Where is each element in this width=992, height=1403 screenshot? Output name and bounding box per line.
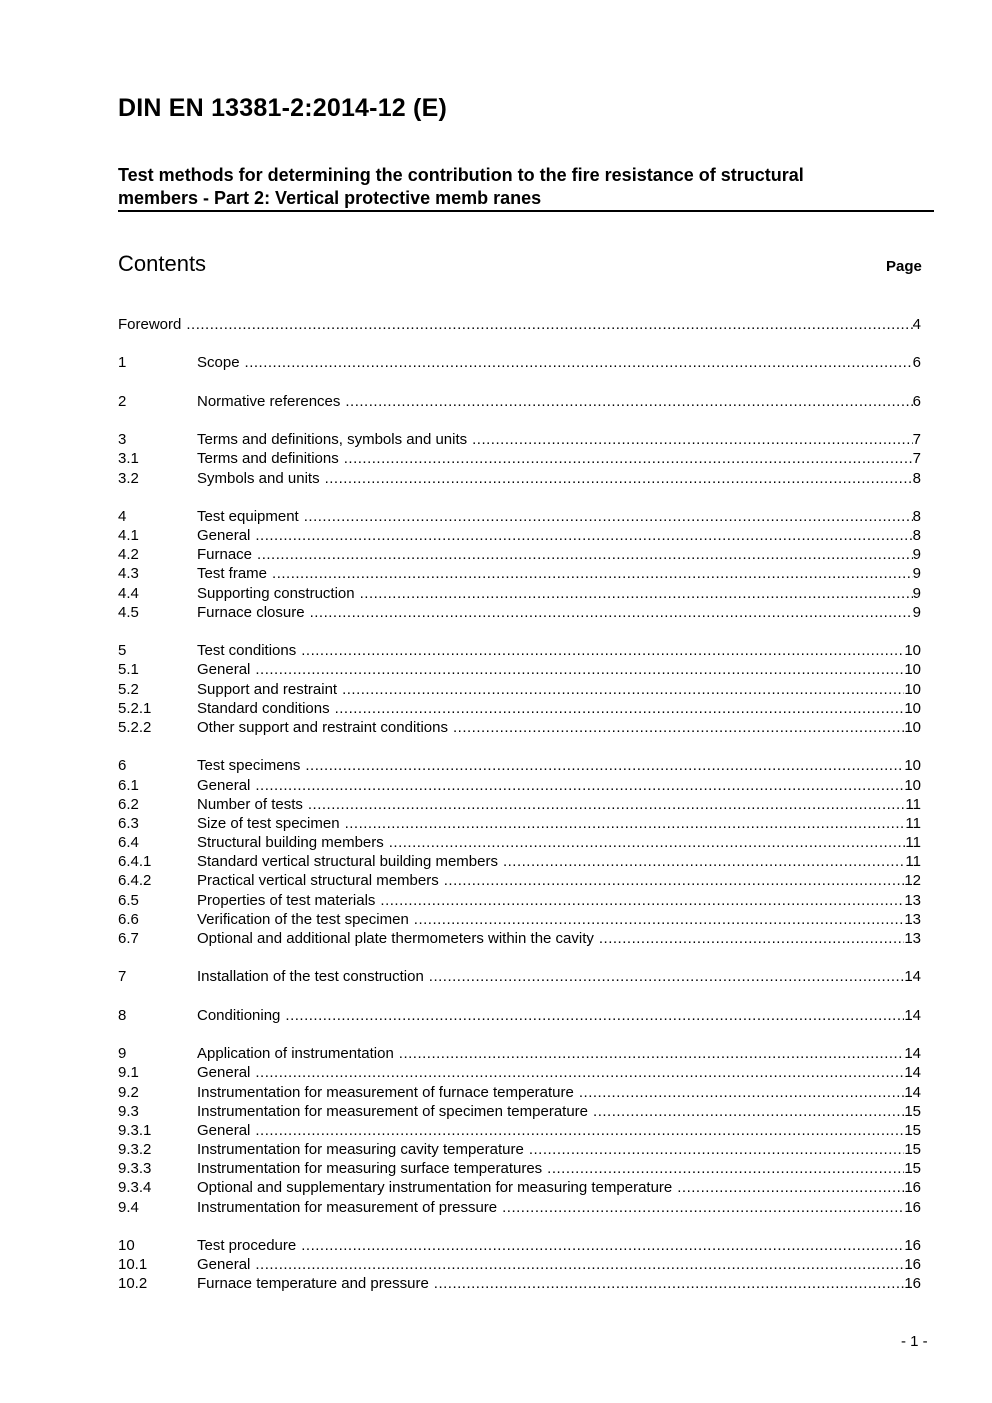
toc-group xyxy=(118,1044,921,1217)
toc-dot-leader xyxy=(444,871,905,890)
toc-dot-leader xyxy=(255,1255,904,1274)
toc-entry-number: 6.3 xyxy=(118,814,139,832)
toc-entry-number: 9.3.3 xyxy=(118,1160,152,1178)
toc-entry[interactable] xyxy=(118,660,921,679)
title-rule xyxy=(118,210,934,212)
toc-entry-number: 5.2.2 xyxy=(118,718,152,736)
toc-dot-leader xyxy=(429,967,905,986)
toc-dot-leader xyxy=(255,1063,904,1082)
toc-entry[interactable] xyxy=(118,545,921,564)
toc-entry-number: 4.4 xyxy=(118,584,139,602)
toc-entry-title: Test frame xyxy=(197,565,268,583)
toc-entry-title: Test specimens xyxy=(197,757,301,775)
toc-entry[interactable] xyxy=(118,1255,921,1274)
toc-entry-number: 6.6 xyxy=(118,910,139,928)
toc-dot-leader xyxy=(547,1159,904,1178)
toc-entry-number: 6.2 xyxy=(118,795,139,813)
toc-entry-page: 14 xyxy=(904,1006,921,1024)
toc-entry-page: 10 xyxy=(904,680,921,698)
toc-entry-title: Verification of the test specimen xyxy=(197,910,409,928)
toc-entry-number: 9.3 xyxy=(118,1102,139,1120)
toc-dot-leader xyxy=(380,891,904,910)
toc-entry-page: 10 xyxy=(904,757,921,775)
toc-dot-leader xyxy=(399,1044,905,1063)
toc-entry-title: Instrumentation for measurement of furnace temperature xyxy=(197,1083,574,1101)
toc-entry-title: Installation of the test construction xyxy=(197,968,424,986)
toc-dot-leader xyxy=(285,1006,904,1025)
toc-entry[interactable] xyxy=(118,1121,921,1140)
toc-entry-title: Other support and restraint conditions xyxy=(197,718,448,736)
toc-entry-title: Symbols and units xyxy=(197,469,320,487)
toc-entry-page: 14 xyxy=(904,968,921,986)
toc-entry-page: 9 xyxy=(912,584,921,602)
toc-entry-page: 16 xyxy=(904,1275,921,1293)
toc-entry-title: Instrumentation for measurement of pressure xyxy=(197,1198,498,1216)
document-id: DIN EN 13381-2:2014-12 (E) xyxy=(118,94,447,122)
toc-entry-number: 4.3 xyxy=(118,565,139,583)
toc-entry-title: Properties of test materials xyxy=(197,891,376,909)
toc-entry[interactable] xyxy=(118,526,921,545)
page-number: - 1 - xyxy=(901,1333,928,1350)
toc-group xyxy=(118,507,921,622)
toc-entry-title: General xyxy=(197,776,251,794)
toc-entry-page: 10 xyxy=(904,642,921,660)
toc-entry-page: 10 xyxy=(904,776,921,794)
toc-entry[interactable] xyxy=(118,929,921,948)
toc-entry-title: Terms and definitions, symbols and units xyxy=(197,431,468,449)
toc-entry[interactable] xyxy=(118,891,921,910)
toc-entry-number: 9.3.4 xyxy=(118,1179,152,1197)
toc-entry-title: Structural building members xyxy=(197,834,384,852)
toc-entry[interactable] xyxy=(118,967,921,986)
toc-entry-page: 8 xyxy=(912,507,921,525)
toc-entry-title: Conditioning xyxy=(197,1006,281,1024)
toc-entry-page: 11 xyxy=(905,853,921,871)
contents-heading: Contents xyxy=(118,251,207,276)
toc-entry-number: 6.1 xyxy=(118,776,139,794)
toc-entry[interactable] xyxy=(118,315,921,334)
document-title xyxy=(118,164,918,210)
toc-entry[interactable] xyxy=(118,776,921,795)
toc-entry-number: 4.2 xyxy=(118,546,139,564)
toc-entry-number: 3 xyxy=(118,431,127,449)
toc-entry-title: Normative references xyxy=(197,392,341,410)
toc-dot-leader xyxy=(308,795,906,814)
toc-dot-leader xyxy=(301,641,904,660)
toc-dot-leader xyxy=(255,526,912,545)
toc-entry-page: 6 xyxy=(912,354,921,372)
toc-entry-title: General xyxy=(197,1064,251,1082)
toc-entry[interactable] xyxy=(118,603,921,622)
toc-group xyxy=(118,641,921,737)
toc-entry[interactable] xyxy=(118,564,921,583)
toc-entry[interactable] xyxy=(118,353,921,372)
toc-entry-title: General xyxy=(197,661,251,679)
toc-entry-title: Application of instrumentation xyxy=(197,1045,394,1063)
toc-entry[interactable] xyxy=(118,507,921,526)
toc-entry-number: 9.4 xyxy=(118,1198,139,1216)
toc-entry-number: 9.3.1 xyxy=(118,1121,152,1139)
toc-dot-leader xyxy=(360,584,913,603)
toc-entry-number: 5.2.1 xyxy=(118,699,152,717)
toc-entry-title: Supporting construction xyxy=(197,584,355,602)
toc-entry[interactable] xyxy=(118,1044,921,1063)
toc-entry[interactable] xyxy=(118,430,921,449)
toc-entry[interactable] xyxy=(118,1236,921,1255)
toc-entry-number: 7 xyxy=(118,968,127,986)
toc-entry-title: Size of test specimen xyxy=(197,814,340,832)
toc-entry-title: General xyxy=(197,527,251,545)
toc-entry-page: 8 xyxy=(912,469,921,487)
toc-dot-leader xyxy=(186,315,912,334)
toc-entry-number: 3.1 xyxy=(118,450,139,468)
toc-entry-number: 9 xyxy=(118,1045,127,1063)
toc-entry-page: 13 xyxy=(904,891,921,909)
toc-entry-page: 7 xyxy=(912,450,921,468)
toc-dot-leader xyxy=(301,1236,904,1255)
document-title-line-1: Test methods for determining the contribution to the fire resistance of structural xyxy=(118,165,804,185)
toc-entry-number: 9.2 xyxy=(118,1083,139,1101)
toc-entry[interactable] xyxy=(118,718,921,737)
toc-entry-number: 9.1 xyxy=(118,1064,139,1082)
toc-entry-title: Instrumentation for measurement of specimen temperature xyxy=(197,1102,589,1120)
toc-entry[interactable] xyxy=(118,1063,921,1082)
toc-entry-title: Test equipment xyxy=(197,507,299,525)
toc-group xyxy=(118,392,921,411)
toc-dot-leader xyxy=(414,910,905,929)
toc-entry-page: 13 xyxy=(904,930,921,947)
toc-dot-leader xyxy=(345,814,906,833)
toc-entry-number: 9.3.2 xyxy=(118,1141,152,1159)
toc-entry-page: 9 xyxy=(912,546,921,564)
toc-entry-page: 15 xyxy=(904,1160,921,1178)
toc-entry-title: Instrumentation for measuring cavity temperature xyxy=(197,1141,524,1159)
toc-entry-number: 6.7 xyxy=(118,930,139,947)
toc-dot-leader xyxy=(255,776,904,795)
toc-dot-leader xyxy=(502,1198,904,1217)
toc-entry-page: 14 xyxy=(904,1045,921,1063)
toc-entry[interactable] xyxy=(118,469,921,488)
toc-group xyxy=(118,1236,921,1294)
toc-entry-number: 4.1 xyxy=(118,527,139,545)
toc-group xyxy=(118,315,921,334)
toc-entry-page: 12 xyxy=(904,872,921,890)
toc-entry[interactable] xyxy=(118,852,921,871)
toc-dot-leader xyxy=(305,756,904,775)
toc-entry-page: 13 xyxy=(904,910,921,928)
toc-entry-page: 11 xyxy=(905,834,921,852)
toc-entry[interactable] xyxy=(118,449,921,468)
toc-entry[interactable] xyxy=(118,833,921,852)
toc-dot-leader xyxy=(345,392,912,411)
toc-entry[interactable] xyxy=(118,1178,921,1197)
toc-entry-number: 5.1 xyxy=(118,661,139,679)
toc-entry-page: 16 xyxy=(904,1256,921,1274)
toc-entry-title: Number of tests xyxy=(197,795,303,813)
toc-entry-page: 9 xyxy=(912,565,921,583)
toc-entry-page: 14 xyxy=(904,1064,921,1082)
toc-entry[interactable] xyxy=(118,392,921,411)
toc-entry[interactable] xyxy=(118,584,921,603)
toc-dot-leader xyxy=(503,852,905,871)
toc-entry-page: 4 xyxy=(912,316,921,333)
toc-entry-title: General xyxy=(197,1256,251,1274)
toc-group xyxy=(118,430,921,488)
toc-entry[interactable] xyxy=(118,910,921,929)
toc-dot-leader xyxy=(593,1102,904,1121)
toc-entry-page: 10 xyxy=(904,699,921,717)
toc-entry-title: Support and restraint xyxy=(197,680,338,698)
toc-entry[interactable] xyxy=(118,814,921,833)
toc-entry-title: Foreword xyxy=(118,316,182,333)
toc-entry-page: 16 xyxy=(904,1179,921,1197)
toc-dot-leader xyxy=(310,603,913,622)
toc-entry-number: 10.2 xyxy=(118,1275,148,1293)
document-title-line-2: members - Part 2: Vertical protective memb ranes xyxy=(118,188,542,208)
toc-entry-page: 15 xyxy=(904,1102,921,1120)
toc-entry-title: General xyxy=(197,1121,251,1139)
toc-entry-title: Furnace closure xyxy=(197,603,305,621)
toc-dot-leader xyxy=(389,833,906,852)
toc-group xyxy=(118,353,921,372)
toc-entry-page: 11 xyxy=(905,795,921,813)
toc-entry-number: 4 xyxy=(118,507,127,525)
toc-entry[interactable] xyxy=(118,1198,921,1217)
toc-entry-number: 1 xyxy=(118,354,127,372)
toc-entry-number: 10.1 xyxy=(118,1256,148,1274)
toc-entry-page: 8 xyxy=(912,527,921,545)
toc-entry[interactable] xyxy=(118,699,921,718)
toc-entry-number: 6 xyxy=(118,757,127,775)
toc-entry-title: Terms and definitions xyxy=(197,450,339,468)
toc-entry[interactable] xyxy=(118,756,921,775)
toc-entry-page: 7 xyxy=(912,431,921,449)
toc-entry-title: Furnace temperature and pressure xyxy=(197,1275,429,1293)
toc-entry-page: 16 xyxy=(904,1198,921,1216)
toc-entry-title: Test conditions xyxy=(197,642,297,660)
toc-entry-page: 10 xyxy=(904,718,921,736)
toc-dot-leader xyxy=(529,1140,904,1159)
toc-entry-page: 15 xyxy=(904,1121,921,1139)
toc-dot-leader xyxy=(255,660,904,679)
toc-entry-title: Furnace xyxy=(197,546,253,564)
toc-entry-title: Standard vertical structural building members xyxy=(197,853,498,871)
toc-entry[interactable] xyxy=(118,641,921,660)
toc-dot-leader xyxy=(245,353,913,372)
toc-dot-leader xyxy=(255,1121,904,1140)
toc-entry-number: 10 xyxy=(118,1237,135,1254)
table-of-contents xyxy=(118,315,921,1313)
toc-entry-number: 2 xyxy=(118,392,127,410)
toc-group xyxy=(118,967,921,986)
toc-dot-leader xyxy=(677,1178,904,1197)
toc-dot-leader xyxy=(272,564,913,583)
toc-entry-title: Standard conditions xyxy=(197,699,330,717)
toc-entry-number: 6.4 xyxy=(118,834,139,852)
toc-entry-number: 5.2 xyxy=(118,680,139,698)
toc-entry-title: Practical vertical structural members xyxy=(197,872,439,890)
toc-dot-leader xyxy=(342,680,904,699)
toc-entry-number: 8 xyxy=(118,1006,127,1024)
toc-dot-leader xyxy=(335,699,905,718)
toc-dot-leader xyxy=(257,545,913,564)
toc-dot-leader xyxy=(453,718,904,737)
toc-entry[interactable] xyxy=(118,1140,921,1159)
page-column-heading: Page xyxy=(886,258,922,275)
toc-entry-number: 5 xyxy=(118,642,127,660)
toc-dot-leader xyxy=(579,1083,904,1102)
toc-entry[interactable] xyxy=(118,1102,921,1121)
toc-entry-page: 15 xyxy=(904,1141,921,1159)
toc-entry[interactable] xyxy=(118,1006,921,1025)
toc-entry[interactable] xyxy=(118,795,921,814)
toc-entry-title: Instrumentation for measuring surface temperatures xyxy=(197,1160,543,1178)
toc-dot-leader xyxy=(304,507,913,526)
toc-entry[interactable] xyxy=(118,871,921,890)
toc-entry-page: 9 xyxy=(912,603,921,621)
toc-entry-title: Scope xyxy=(197,354,240,372)
toc-entry[interactable] xyxy=(118,1159,921,1178)
toc-entry-number: 4.5 xyxy=(118,603,139,621)
toc-entry-title: Optional and supplementary instrumentation for measuring temperature xyxy=(197,1179,673,1197)
toc-dot-leader xyxy=(434,1274,905,1293)
toc-group xyxy=(118,756,921,948)
toc-entry-page: 10 xyxy=(904,661,921,679)
toc-entry-number: 3.2 xyxy=(118,469,139,487)
toc-entry-title: Test procedure xyxy=(197,1237,297,1254)
toc-entry-page: 14 xyxy=(904,1083,921,1101)
toc-entry-page: 11 xyxy=(905,814,921,832)
toc-dot-leader xyxy=(599,929,904,948)
toc-entry[interactable] xyxy=(118,1083,921,1102)
toc-entry-page: 16 xyxy=(904,1237,921,1254)
toc-entry-number: 6.4.2 xyxy=(118,872,152,890)
toc-entry[interactable] xyxy=(118,1274,921,1293)
toc-entry-number: 6.4.1 xyxy=(118,853,152,871)
toc-dot-leader xyxy=(344,449,913,468)
toc-entry-page: 6 xyxy=(912,392,921,410)
toc-entry[interactable] xyxy=(118,680,921,699)
toc-dot-leader xyxy=(325,469,913,488)
toc-entry-title: Optional and additional plate thermometers within the cavity xyxy=(197,930,594,947)
toc-dot-leader xyxy=(472,430,913,449)
toc-entry-number: 6.5 xyxy=(118,891,139,909)
toc-group xyxy=(118,1006,921,1025)
